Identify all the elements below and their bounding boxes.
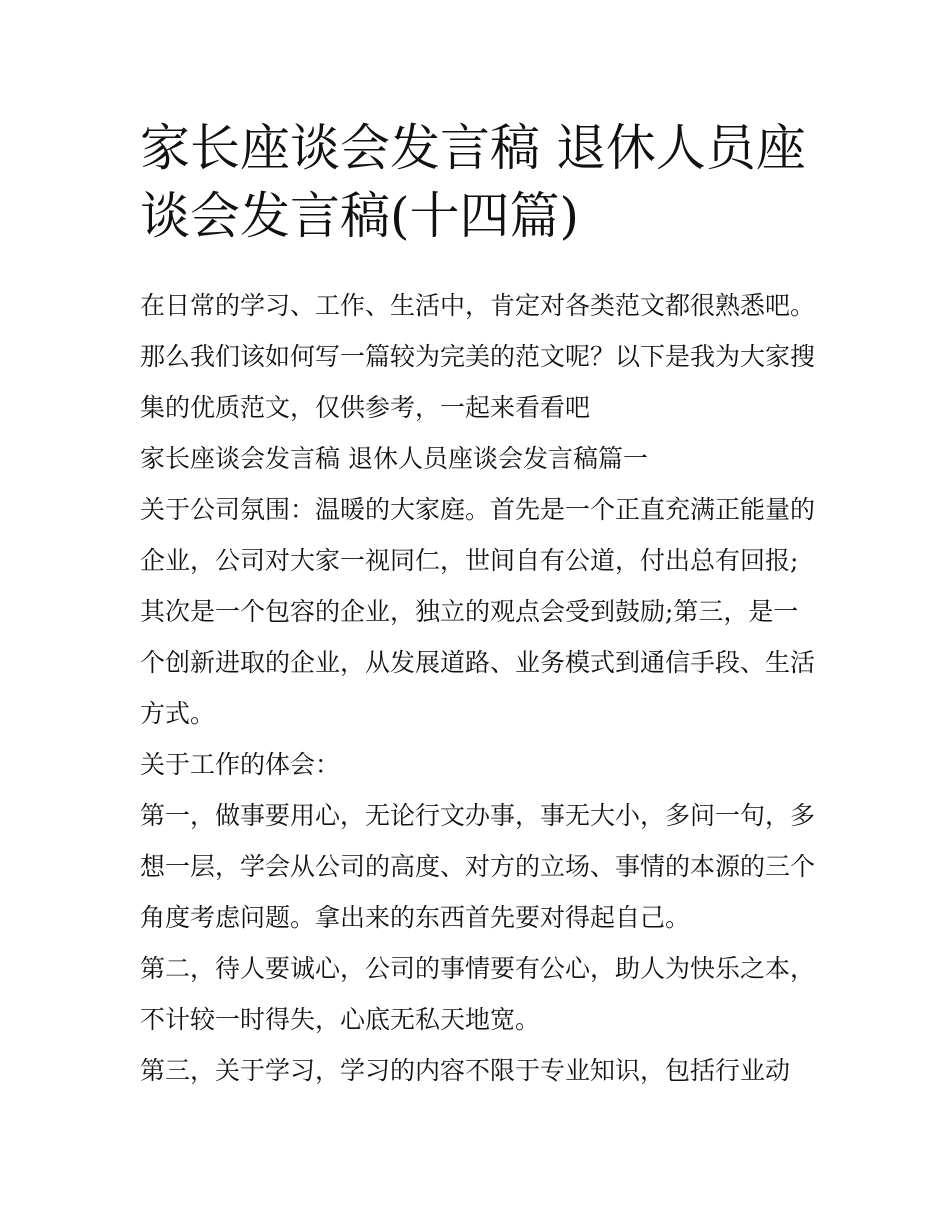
document-body xyxy=(140,280,816,1096)
paragraph-company-atmosphere: 关于公司氛围：温暖的大家庭。首先是一个正直充满正能量的企业，公司对大家一视同仁，世间自有公道，付出总有回报;其次是一个包容的企业，独立的观点会受到鼓励;第三，是一个创新进取的企业，从发展道路、业务模式到通信手段、生活方式。 xyxy=(140,495,816,728)
paragraph-point-one: 第一，做事要用心，无论行文办事，事无大小，多问一句，多想一层，学会从公司的高度、对方的立场、事情的本源的三个角度考虑问题。拿出来的东西首先要对得起自己。 xyxy=(140,801,816,932)
paragraph-point-three: 第三，关于学习，学习的内容不限于专业知识，包括行业动 xyxy=(140,1056,791,1085)
paragraph-intro: 在日常的学习、工作、生活中，肯定对各类范文都很熟悉吧。那么我们该如何写一篇较为完美的范文呢？以下是我为大家搜集的优质范文，仅供参考，一起来看看吧 xyxy=(140,291,816,422)
section-heading: 家长座谈会发言稿 退休人员座谈会发言稿篇一 xyxy=(140,444,648,473)
paragraph-work-experience-heading: 关于工作的体会： xyxy=(140,750,341,779)
document-title: 家长座谈会发言稿 退休人员座谈会发言稿(十四篇) xyxy=(140,119,806,245)
paragraph-point-two: 第二，待人要诚心，公司的事情要有公心，助人为快乐之本，不计较一时得失，心底无私天地宽。 xyxy=(140,954,816,1034)
